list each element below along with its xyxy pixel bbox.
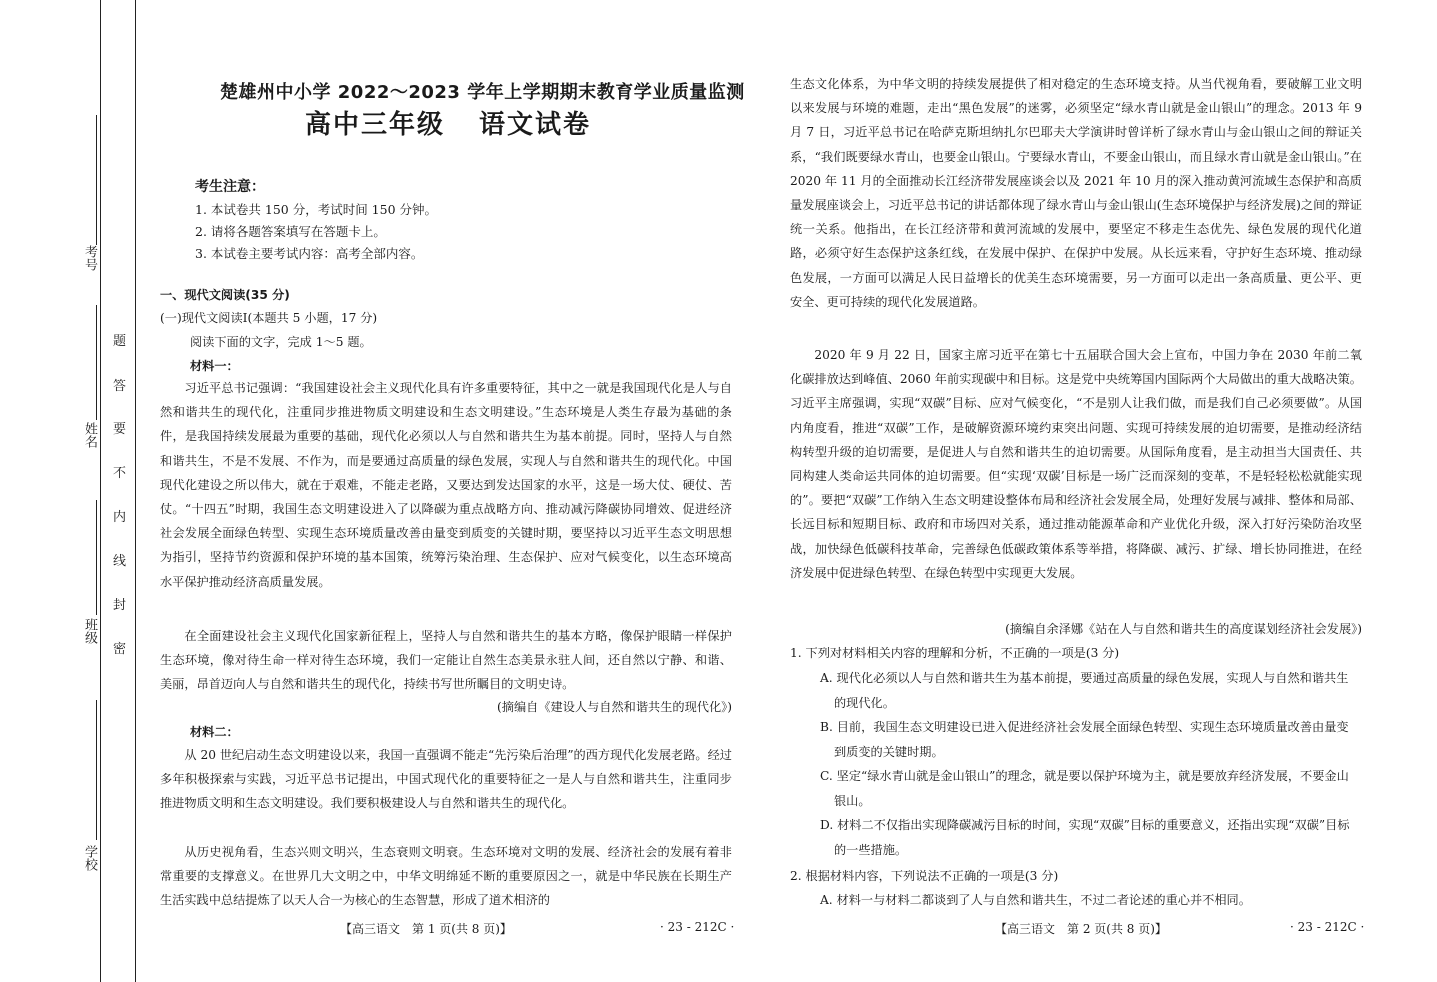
material1-paragraph: 在全面建设社会主义现代化国家新征程上，坚持人与自然和谐共生的基本方略，像保护眼睛一样保护生态环境，像对待生命一样对待生态环境，我们一定能让自然生态美景永驻人间，还自然以宁静、和谐、美丽，昂首迈向人与自然和谐共生的现代化，持续书写世所瞩目的文明史诗。: [160, 629, 732, 692]
page-footer-left: 【高三语文 第 1 页(共 8 页)】: [340, 922, 512, 936]
exam-subtitle: 楚雄州中小学 2022～2023 学年上学期期末教育学业质量监测: [220, 82, 745, 103]
question-2: 2. 根据材料内容，下列说法不正确的一项是(3 分): [790, 869, 1059, 883]
class-underline: [96, 500, 97, 615]
page-footer-right: · 23 - 212C ·: [1290, 920, 1365, 934]
exam-title: [305, 104, 591, 141]
section-heading: 一、现代文阅读(35 分): [160, 288, 290, 302]
notice-item: 3. 本试卷主要考试内容：高考全部内容。: [195, 246, 424, 261]
school-underline: [96, 700, 97, 840]
notice-item: 2. 请将各题答案填写在答题卡上。: [195, 224, 386, 239]
question-2-option: A. 材料一与材料二都谈到了人与自然和谐共生，不过二者论述的重心并不相同。: [820, 893, 1251, 907]
question-1-option: B. 目前，我国生态文明建设已进入促进经济社会发展全面绿色转型、实现生态环境质量改善由量变到质变的关键时期。: [820, 720, 1349, 759]
seal-char: 密: [113, 642, 127, 657]
subsection-heading: (一)现代文阅读Ⅰ(本题共 5 小题，17 分): [160, 311, 378, 325]
question-1-option: C. 坚定“绿水青山就是金山银山”的理念，就是要以保护环境为主，就是要放弃经济发展，不要金山银山。: [820, 769, 1349, 808]
question-1-option: A. 现代化必须以人与自然和谐共生为基本前提，要通过高质量的绿色发展，实现人与自然和谐共生的现代化。: [820, 671, 1349, 710]
seal-char: 封: [113, 598, 127, 613]
seal-char: 题: [113, 334, 127, 349]
material2-paragraph: 从历史视角看，生态兴则文明兴，生态衰则文明衰。生态环境对文明的发展、经济社会的发展有着非常重要的支撑意义。在世界几大文明之中，中华文明绵延不断的重要原因之一，就是中华民族在长期生产生活实践中总结提炼了以天人合一为核心的生态智慧，形成了道术相济的: [160, 845, 732, 908]
class-label: 班级: [82, 618, 97, 644]
seal-char: 内: [113, 510, 127, 525]
question-1-option: D. 材料二不仅指出实现降碳减污目标的时间，实现“双碳”目标的重要意义，还指出实现“双碳”目标的一些措施。: [820, 818, 1350, 857]
notice-item: 1. 本试卷共 150 分，考试时间 150 分钟。: [195, 202, 438, 217]
material2-paragraph: 生态文化体系，为中华文明的持续发展提供了相对稳定的生态环境支持。从当代视角看，要破解工业文明以来发展与环境的难题，走出“黑色发展”的迷雾，必须坚定“绿水青山就是金山银山”的理念。2013 年 9 月 7 日，习近平总书记在哈萨克斯坦纳扎尔巴耶夫大学演讲时曾详析了绿水青山与金山银山之间的辩证关系，“我们既要绿水青山，也要金山银山。宁要绿水青山，不要金山银山，而且绿水青山就是金山银山。”在 2020 年 11 月的全面推动长江经济带发展座谈会以及 2021 年 10 月的深入推动黄河流域生态保护和高质量发展座谈会上，习近平总书记的讲话都体现了绿水青山与金山银山(生态环境保护与经济发展)之间的辩证统一关系。他指出，在长江经济带和黄河流域的发展中，要坚定不移走生态优先、绿色发展的现代化道路，必须守好生态保护这条红线，在发展中保护、在保护中发展。从长远来看，守护好生态环境、推动绿色发展，一方面可以满足人民日益增长的优美生态环境需要，另一方面可以走出一条高质量、更公平、更安全、更可持续的现代化发展道路。: [790, 77, 1362, 309]
question-1: 1. 下列对材料相关内容的理解和分析，不正确的一项是(3 分): [790, 646, 1120, 660]
material2-paragraph: 从 20 世纪启动生态文明建设以来，我国一直强调不能走“先污染后治理”的西方现代化发展老路。经过多年积极探索与实践，习近平总书记提出，中国式现代化的重要特征之一是人与自然和谐共生，注重同步推进物质文明和生态文明建设。我们要积极建设人与自然和谐共生的现代化。: [160, 748, 732, 811]
binding-line-right: [135, 0, 136, 982]
school-label: 学校: [82, 845, 97, 871]
title-grade: 高中三年级: [305, 110, 446, 140]
seal-char: 要: [113, 422, 127, 437]
title-subject: 语文试卷: [479, 110, 592, 140]
seal-char: 不: [113, 466, 127, 481]
exam-no-underline: [96, 115, 97, 245]
material1-paragraph: 习近平总书记强调：“我国建设社会主义现代化具有许多重要特征，其中之一就是我国现代化是人与自然和谐共生的现代化，注重同步推进物质文明建设和生态文明建设。”生态环境是人类生存最为基础的条件，是我国持续发展最为重要的基础，现代化必须以人与自然和谐共生为基本前提。同时，坚持人与自然和谐共生，不是不发展、不作为，而是要通过高质量的绿色发展，实现人与自然和谐共生的现代化。中国现代化建设之所以伟大，就在于艰难，不能走老路，又要达到发达国家的水平，这是一场大仗、硬仗、苦仗。“十四五”时期，我国生态文明建设进入了以降碳为重点战略方向、推动减污降碳协同增效、促进经济社会发展全面绿色转型、实现生态环境质量改善由量变到质变的关键时期，要坚持以习近平生态文明思想为指引，坚持节约资源和保护环境的基本国策，统筹污染治理、生态保护、应对气候变化，以生态环境高水平保护推动经济高质量发展。: [160, 381, 732, 589]
exam-no-label: 考号: [82, 245, 97, 271]
material1-label: 材料一：: [190, 359, 239, 373]
notice-title: 考生注意：: [195, 179, 265, 195]
material1-source: (摘编自《建设人与自然和谐共生的现代化》): [497, 700, 732, 714]
binding-line-left: [100, 0, 101, 982]
page-footer-left: 【高三语文 第 2 页(共 8 页)】: [995, 922, 1167, 936]
name-underline: [96, 305, 97, 420]
page-footer-right: · 23 - 212C ·: [660, 920, 735, 934]
material2-label: 材料二：: [190, 725, 239, 739]
name-label: 姓名: [82, 422, 97, 448]
material2-source: (摘编自余泽娜《站在人与自然和谐共生的高度谋划经济社会发展》): [1005, 622, 1362, 636]
seal-char: 线: [113, 554, 127, 569]
seal-char: 答: [113, 379, 127, 394]
instruction-text: 阅读下面的文字，完成 1～5 题。: [190, 335, 372, 349]
material2-paragraph: 2020 年 9 月 22 日，国家主席习近平在第七十五届联合国大会上宣布，中国力争在 2030 年前二氧化碳排放达到峰值、2060 年前实现碳中和目标。这是党中央统筹国内国际两个大局做出的重大战略决策。习近平主席强调，实现“双碳”目标、应对气候变化，“不是别人让我们做，而是我们自己必须要做”。从国内角度看，推进“双碳”工作，是破解资源环境约束突出问题、实现可持续发展的迫切需要，是推动经济结构转型升级的迫切需要，是促进人与自然和谐共生的迫切需要。从国际角度看，是主动担当大国责任、共同构建人类命运共同体的迫切需要。但“实现‘双碳’目标是一场广泛而深刻的变革，不是轻轻松松就能实现的”。要把“双碳”工作纳入生态文明建设整体布局和经济社会发展全局，处理好发展与减排、整体和局部、长远目标和短期目标、政府和市场四对关系，通过推动能源革命和产业优化升级，深入打好污染防治攻坚战，加快绿色低碳科技革命，完善绿色低碳政策体系等举措，将降碳、减污、扩绿、增长协同推进，在经济发展中促进绿色转型、在绿色转型中实现更大发展。: [790, 348, 1362, 580]
